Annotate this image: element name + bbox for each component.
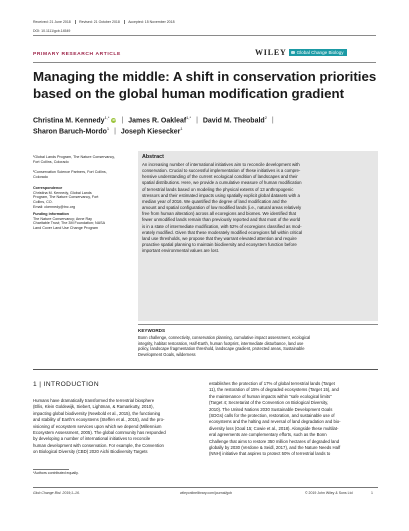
introduction-heading: 1 | INTRODUCTION xyxy=(33,381,99,388)
intro-right-column xyxy=(209,381,378,458)
abstract-line: proactive spatial planning to maintain biodiversity and ecosystem function before xyxy=(142,242,297,248)
wiley-logo: WILEY xyxy=(255,48,287,57)
article-type: PRIMARY RESEARCH ARTICLE xyxy=(33,52,121,57)
author-name: James R. Oakleaf xyxy=(128,117,187,125)
keywords-text xyxy=(138,335,378,357)
keywords-line: policy, landscape fragmentation threshold, landscape gradient, protected areas, Sustainable xyxy=(138,346,305,352)
submission-dates xyxy=(33,20,175,24)
funding-line: The Nature Conservancy; Anne Ray xyxy=(33,216,93,221)
body-line: the maintenance of human impacts within "safe ecological limits" xyxy=(209,393,332,399)
body-line: Humans have dramatically transformed the terrestrial biosphere xyxy=(33,398,155,403)
journal-badge xyxy=(289,49,347,56)
abstract-box xyxy=(138,151,378,321)
header-rule xyxy=(33,35,376,36)
funding-line: Land Cover Land Use Change Program xyxy=(33,226,98,231)
author-name: Sharon Baruch-Mordo xyxy=(33,128,107,136)
author-affiliation-mark: 1,* xyxy=(186,115,192,120)
abstract-line: median year of 2016. We quantified the degree of land modification and the xyxy=(142,198,287,204)
abstract-line: An increasing number of international initiatives aim to reconcile development with xyxy=(142,162,300,167)
received-date: Received: 21 June 2018 xyxy=(33,20,71,24)
body-line: ecosystems and the halting and reversal of land degradation and bio- xyxy=(209,419,341,425)
abstract-line: fewer unmodified lands remain than previously reported and that most of the world xyxy=(142,217,301,223)
intro-left-column xyxy=(33,398,201,456)
footer-journal-url[interactable]: wileyonlinelibrary.com/journal/gcb xyxy=(180,491,233,495)
body-line: 2010). The United Nations 2030 Sustainable Development Goals xyxy=(209,406,333,412)
affiliation-2: ²Conservation Science Partners, Fort Collins, Colorado xyxy=(33,170,107,179)
abstract-heading: Abstract xyxy=(142,154,164,160)
correspondence-line: Collins, CO. xyxy=(33,200,53,205)
abstract-line: land use thresholds, we propose that they warrant elevated attention and require xyxy=(142,235,297,241)
abstract-line: important environmental values are lost. xyxy=(142,248,220,254)
author-affiliation-mark: 1 xyxy=(106,126,110,131)
journal-name: Global Change Biology xyxy=(296,50,344,55)
funding-heading: Funding information xyxy=(33,212,69,216)
body-rule xyxy=(33,369,378,370)
body-line: globally by 2030 (Verdone & Seidl, 2017), and the Nature Needs Half xyxy=(209,445,341,451)
article-title: Managing the middle: A shift in conservation priorities based on the global human modification gradient xyxy=(33,69,377,101)
author-affiliation-mark: 2 xyxy=(264,115,267,120)
abstract-line: of terrestrial lands based on modeling the physical extents of 13 anthropogenic xyxy=(142,186,294,192)
article-type-rule xyxy=(33,62,376,63)
footer-rule xyxy=(33,487,378,488)
author-line-2: Sharon Baruch-Mordo$^1$ | Joseph Kiesecker$^1$ xyxy=(33,126,183,136)
body-line: impacting global biodiversity (Newbold et al., 2015), the functioning xyxy=(33,410,161,416)
correspondence-line: Program, The Nature Conservancy, Fort xyxy=(33,195,99,200)
affiliation-1: ¹Global Lands Program, The Nature Conservancy, Fort Collins, Colorado xyxy=(33,155,115,164)
orcid-icon[interactable]: iD xyxy=(112,118,116,123)
keywords-line: integrity, habitat restoration, Half-Earth, human footprint, intermediate disturbance, land use xyxy=(138,340,304,346)
accepted-date: Accepted: 15 November 2018 xyxy=(128,20,175,24)
abstract-line: free from human alteration) across all ecoregions and biomes. We identified that xyxy=(142,211,296,217)
footer-citation: Glob Change Biol. 2019;1–16. xyxy=(33,491,80,495)
body-line: by developing a number of international initiatives to reconcile xyxy=(33,436,151,442)
body-line: 11), the restoration of 15% of degraded ecosystems (Target 15), and xyxy=(209,387,339,393)
body-line: (NNH) initiative that aspires to protect 50% of terrestrial lands to xyxy=(209,451,331,457)
page-number: 1 xyxy=(371,491,373,495)
body-line: establishes the protection of 17% of global terrestrial lands (Target xyxy=(209,381,335,386)
abstract-line: erately modified. Given that these moderately modified ecoregions fall within critical xyxy=(142,229,303,235)
correspondence xyxy=(33,186,115,210)
abstract-line: conservation. Crucial to successful implementation of these initiatives is a compre- xyxy=(142,168,301,174)
author-affiliation-mark: 1 xyxy=(180,126,183,131)
doi: DOI: 10.1111/gcb.14549 xyxy=(33,29,71,33)
footnote-rule xyxy=(33,469,69,470)
abstract-line: stressors and their estimated impacts using spatially explicit global datasets with a xyxy=(142,192,300,198)
body-line: and stability of Earth's ecosystems (Steffen et al., 2015), and the pro- xyxy=(33,417,165,423)
body-line: Ecosystem Assessment, 2005). The global community has responded xyxy=(33,430,166,436)
journal-logo-icon xyxy=(291,51,295,54)
body-line: visioning of ecosystem services upon which we depend (Millennium xyxy=(33,423,162,429)
body-line: diversity loss (Goal 15; Cowie et al., 2018). Alongside these multilat- xyxy=(209,425,339,431)
keywords-line: Bonn challenge, connectivity, conservation planning, cumulative impact assessment, ecological xyxy=(138,335,311,340)
keywords-line: Development Goals, wilderness xyxy=(138,351,196,357)
body-line: human development with conservation. For example, the Convention xyxy=(33,442,164,448)
keywords-rule xyxy=(138,324,378,325)
funding xyxy=(33,212,119,231)
journal-branding xyxy=(255,48,347,57)
keywords-heading: KEYWORDS xyxy=(138,328,166,333)
footnote: *Authors contributed equally. xyxy=(33,471,79,475)
funding-line: Charitable Trust; The 3M Foundation; NASA xyxy=(33,221,106,226)
correspondence-line: Christina M. Kennedy, Global Lands xyxy=(33,190,92,195)
author-name: Christina M. Kennedy xyxy=(33,117,105,125)
author-name: Joseph Kiesecker xyxy=(120,128,181,136)
abstract-line: spatial distributions. Here, we provide a cumulative measure of human modification xyxy=(142,180,302,186)
abstract-line: is in a state of intermediate modification, with 52% of ecoregions classified as mod- xyxy=(142,223,302,229)
correspondence-email[interactable]: Email: ckennedy@tnc.org xyxy=(33,204,76,209)
body-line: (SDGs) calls for the protection, restoration, and sustainable use of xyxy=(209,413,335,419)
correspondence-heading: Correspondence xyxy=(33,186,63,190)
body-line: Challenge that aims to restore 350 million hectares of degraded land xyxy=(209,438,340,444)
body-line: (Target 4; Secretariat of the Convention on Biological Diversity, xyxy=(209,400,329,406)
abstract-line: hensive understanding of the current ecological condition of landscapes and their xyxy=(142,174,298,180)
author-name: David M. Theobald xyxy=(202,117,265,125)
author-line-1: Christina M. Kennedy$^{1,*}$iD | James R. Oakleaf$^{1,*}$ | David M. Theobald$^2$ | xyxy=(33,115,274,125)
body-line: (Ellis, Klein Goldewijk, Siebert, Lightman, & Ramankutty, 2010), xyxy=(33,404,154,410)
abstract-line: amount and spatial configuration of low modified lands (i.e., natural areas relatively xyxy=(142,205,302,211)
author-affiliation-mark: 1,* xyxy=(104,115,110,120)
body-line: eral agreements are complementary efforts, such as the Bonn xyxy=(209,432,327,438)
footer-copyright: © 2019 John Wiley & Sons Ltd xyxy=(305,491,353,495)
abstract-text xyxy=(142,162,374,254)
body-line: on Biological Diversity (CBD) 2020 Aichi Biodiversity Targets xyxy=(33,449,148,455)
revised-date: Revised: 21 October 2018 xyxy=(79,20,120,24)
